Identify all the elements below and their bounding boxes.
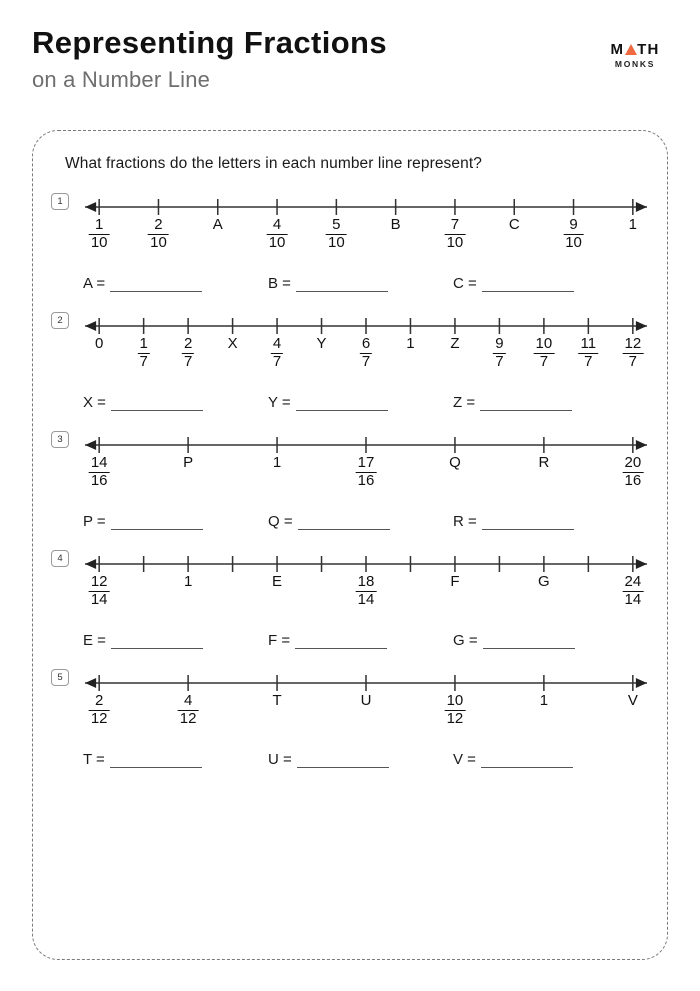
number-line-5 <box>83 663 649 749</box>
fraction <box>360 336 372 370</box>
problem-number-badge: 5 <box>51 669 69 686</box>
answer-row-3 <box>83 513 649 530</box>
number-line-2 <box>83 306 649 392</box>
worksheet-panel <box>32 130 668 960</box>
answer-item <box>268 632 453 649</box>
problems-list <box>51 187 649 768</box>
tick-label-text: F <box>450 573 460 590</box>
answer-item <box>268 394 453 411</box>
tick-label-fraction <box>622 336 643 370</box>
answer-item <box>453 751 638 768</box>
answer-label: Z = <box>453 394 476 411</box>
logo-text-th: TH <box>637 41 660 58</box>
tick-label-text: P <box>183 454 194 471</box>
answer-label: P = <box>83 513 106 530</box>
answer-item <box>453 632 638 649</box>
fraction <box>267 217 288 251</box>
tick-label-text: V <box>627 692 638 709</box>
answer-row-1 <box>83 275 649 292</box>
fraction-denominator: 12 <box>179 709 197 727</box>
tick-label-text: B <box>390 216 401 233</box>
fraction-denominator: 16 <box>90 471 108 489</box>
fraction-numerator: 11 <box>580 335 597 352</box>
tick-label-fraction <box>563 217 584 251</box>
answer-item <box>268 751 453 768</box>
fraction <box>137 336 149 370</box>
tick-label-fraction <box>89 455 110 489</box>
tick-labels <box>83 217 649 273</box>
answer-label: E = <box>83 632 106 649</box>
tick-label-text: U <box>360 692 372 709</box>
fraction <box>445 217 466 251</box>
tick-label-fraction <box>534 336 555 370</box>
fraction-denominator: 10 <box>90 233 108 251</box>
tick-label-fraction <box>148 217 169 251</box>
fraction-numerator: 24 <box>624 573 642 590</box>
fraction-denominator: 7 <box>272 352 282 370</box>
tick-labels <box>83 336 649 392</box>
fraction-numerator: 9 <box>569 216 578 233</box>
answer-item <box>83 751 268 768</box>
tick-label-text: X <box>227 335 238 352</box>
answer-blank-input[interactable] <box>110 279 202 292</box>
fraction <box>89 455 110 489</box>
problem-1 <box>51 187 649 292</box>
fraction-numerator: 4 <box>272 216 282 233</box>
tick-label-text: A <box>212 216 223 233</box>
fraction-denominator: 7 <box>139 352 148 370</box>
tick-label-text: 1 <box>539 692 549 709</box>
problem-3 <box>51 425 649 530</box>
fraction-denominator: 7 <box>361 352 371 370</box>
tick-label-text: Q <box>449 454 461 471</box>
problem-number-badge: 4 <box>51 550 69 567</box>
answer-label: B = <box>268 275 291 292</box>
fraction-denominator: 12 <box>90 709 108 727</box>
fraction-numerator: 2 <box>183 335 193 352</box>
logo-subtext: MONKS <box>614 59 656 69</box>
tick-label-fraction <box>89 574 110 608</box>
tick-label-fraction <box>89 693 110 727</box>
fraction-numerator: 12 <box>90 573 108 590</box>
tick-label-fraction <box>493 336 505 370</box>
answer-label: Q = <box>268 513 293 530</box>
number-line-4 <box>83 544 649 630</box>
tick-label-text: 0 <box>94 335 104 352</box>
fraction-denominator: 14 <box>357 590 375 608</box>
fraction <box>182 336 194 370</box>
problem-2 <box>51 306 649 411</box>
tick-label-text: Y <box>316 335 327 352</box>
answer-label: U = <box>268 751 292 768</box>
page-header <box>0 0 700 122</box>
answer-row-5 <box>83 751 649 768</box>
fraction <box>563 217 584 251</box>
tick-label-text: 1 <box>272 454 282 471</box>
answer-blank-input[interactable] <box>111 517 203 530</box>
tick-label-fraction <box>445 693 466 727</box>
tick-label-text: R <box>538 454 550 471</box>
tick-label-fraction <box>356 574 377 608</box>
fraction-numerator: 2 <box>94 692 104 709</box>
tick-label-fraction <box>622 574 643 608</box>
fraction-denominator: 14 <box>624 590 642 608</box>
problem-number-badge: 3 <box>51 431 69 448</box>
fraction <box>622 455 643 489</box>
answer-item <box>453 513 638 530</box>
tick-label-text: 1 <box>406 335 415 352</box>
answer-item <box>453 394 638 411</box>
tick-label-text: C <box>508 216 520 233</box>
page-title: Representing Fractions <box>32 25 388 60</box>
answer-blank-input[interactable] <box>482 517 574 530</box>
tick-label-text: 1 <box>183 573 193 590</box>
fraction <box>534 336 555 370</box>
problem-5 <box>51 663 649 768</box>
answer-row-2 <box>83 394 649 411</box>
fraction <box>356 455 377 489</box>
fraction-numerator: 14 <box>90 454 108 471</box>
fraction <box>445 693 466 727</box>
answer-blank-input[interactable] <box>480 398 572 411</box>
tick-labels <box>83 693 649 749</box>
logo-wordmark <box>596 42 674 57</box>
fraction-numerator: 7 <box>450 216 460 233</box>
tick-label-text: E <box>272 573 283 590</box>
answer-item <box>83 513 268 530</box>
fraction-numerator: 18 <box>357 573 375 590</box>
fraction-denominator: 10 <box>446 233 464 251</box>
axis-line <box>83 435 649 455</box>
axis-line <box>83 673 649 693</box>
axis-line <box>83 197 649 217</box>
logo-text-m: M <box>610 41 625 58</box>
number-line-3 <box>83 425 649 511</box>
tick-label-fraction <box>89 217 110 251</box>
tick-label-fraction <box>326 217 347 251</box>
tick-label-fraction <box>579 336 599 370</box>
fraction-numerator: 9 <box>495 335 504 352</box>
answer-blank-input[interactable] <box>296 398 388 411</box>
fraction-denominator: 10 <box>268 233 286 251</box>
fraction <box>326 217 347 251</box>
answer-label: F = <box>268 632 291 649</box>
page-subtitle: on a Number Line <box>32 66 211 92</box>
answer-item <box>453 275 638 292</box>
tick-label-fraction <box>356 455 377 489</box>
answer-blank-input[interactable] <box>111 636 203 649</box>
answer-item <box>83 394 268 411</box>
fraction-denominator: 7 <box>183 352 193 370</box>
answer-blank-input[interactable] <box>483 636 575 649</box>
fraction-numerator: 2 <box>154 216 163 233</box>
fraction <box>89 217 110 251</box>
answer-blank-input[interactable] <box>481 755 573 768</box>
number-line-1 <box>83 187 649 273</box>
fraction-numerator: 6 <box>361 335 371 352</box>
fraction-denominator: 16 <box>624 471 642 489</box>
tick-labels <box>83 455 649 511</box>
fraction-numerator: 10 <box>446 692 464 709</box>
answer-label: Y = <box>268 394 291 411</box>
answer-item <box>268 513 453 530</box>
tick-label-fraction <box>182 336 194 370</box>
fraction <box>579 336 599 370</box>
fraction <box>622 574 643 608</box>
tick-labels <box>83 574 649 630</box>
answer-blank-input[interactable] <box>295 636 387 649</box>
fraction <box>148 217 169 251</box>
fraction-denominator: 7 <box>579 353 599 370</box>
answer-item <box>83 275 268 292</box>
question-prompt: What fractions do the letters in each number line represent? <box>65 155 482 172</box>
problem-number-badge: 1 <box>51 193 69 210</box>
fraction-denominator: 7 <box>622 353 643 370</box>
fraction-denominator: 12 <box>446 709 464 727</box>
fraction <box>89 574 110 608</box>
answer-label: C = <box>453 275 477 292</box>
tick-label-fraction <box>137 336 149 370</box>
answer-blank-input[interactable] <box>482 279 574 292</box>
answer-label: V = <box>453 751 476 768</box>
fraction <box>89 693 110 727</box>
fraction-numerator: 4 <box>183 692 193 709</box>
fraction-denominator: 10 <box>328 233 345 251</box>
tick-label-text: G <box>538 573 550 590</box>
fraction-denominator: 10 <box>150 233 167 251</box>
answer-item <box>268 275 453 292</box>
answer-blank-input[interactable] <box>298 517 390 530</box>
tick-label-text: 1 <box>628 216 637 233</box>
axis-line <box>83 554 649 574</box>
tick-label-text: Z <box>450 335 460 352</box>
fraction <box>622 336 643 370</box>
answer-label: R = <box>453 513 477 530</box>
fraction-numerator: 1 <box>94 216 104 233</box>
fraction-denominator: 14 <box>90 590 108 608</box>
answer-blank-input[interactable] <box>111 398 203 411</box>
tick-label-fraction <box>267 217 288 251</box>
answer-label: G = <box>453 632 478 649</box>
answer-blank-input[interactable] <box>296 279 388 292</box>
tick-label-fraction <box>445 217 466 251</box>
fraction-numerator: 5 <box>332 216 341 233</box>
tick-label-text: T <box>272 692 282 709</box>
fraction-numerator: 17 <box>357 454 375 471</box>
fraction <box>178 693 199 727</box>
problem-number-badge: 2 <box>51 312 69 329</box>
answer-label: T = <box>83 751 105 768</box>
fraction-numerator: 20 <box>624 454 642 471</box>
answer-label: A = <box>83 275 106 292</box>
fraction-numerator: 12 <box>624 335 642 352</box>
fraction-numerator: 10 <box>535 335 553 352</box>
tick-label-fraction <box>178 693 199 727</box>
problem-4 <box>51 544 649 649</box>
fraction-denominator: 16 <box>357 471 375 489</box>
answer-label: X = <box>83 394 106 411</box>
answer-blank-input[interactable] <box>297 755 389 768</box>
triangle-icon <box>625 44 637 55</box>
math-monks-logo <box>596 42 674 69</box>
answer-row-4 <box>83 632 649 649</box>
axis-line <box>83 316 649 336</box>
fraction-numerator: 4 <box>272 335 282 352</box>
fraction-denominator: 10 <box>565 233 582 251</box>
fraction <box>493 336 505 370</box>
answer-item <box>83 632 268 649</box>
tick-label-fraction <box>360 336 372 370</box>
answer-blank-input[interactable] <box>110 755 202 768</box>
fraction <box>356 574 377 608</box>
tick-label-fraction <box>271 336 283 370</box>
tick-label-fraction <box>622 455 643 489</box>
fraction <box>271 336 283 370</box>
fraction-numerator: 1 <box>139 335 148 352</box>
fraction-denominator: 7 <box>495 352 504 370</box>
fraction-denominator: 7 <box>534 353 555 370</box>
